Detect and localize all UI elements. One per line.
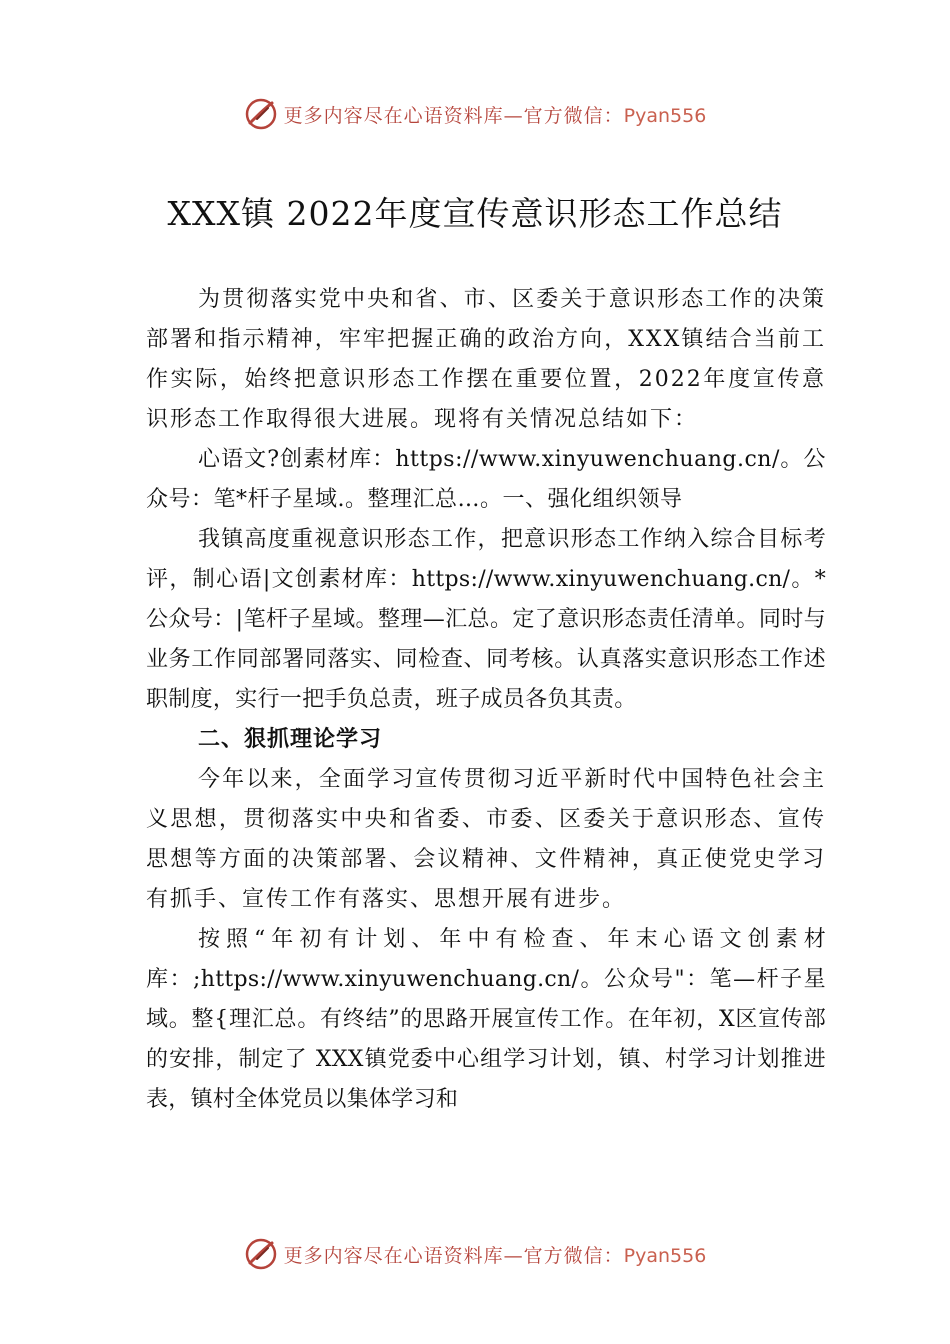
- banner-text: 更多内容尽在心语资料库—官方微信：Pyan556: [283, 104, 707, 127]
- pen-logo-icon: [244, 1237, 278, 1271]
- pen-logo-icon: [244, 97, 278, 131]
- watermark-banner-bottom: [0, 1232, 950, 1276]
- paragraph: 心语文?创素材库：https://www.xinyuwenchuang.cn/。公众号：笔*杆子星域.。整理汇总…。一、强化组织领导: [146, 447, 826, 512]
- paragraph: 我镇高度重视意识形态工作，把意识形态工作纳入综合目标考评，制心语|文创素材库：https://www.xinyuwenchuang.cn/。*公众号：|笔杆子星域。整理—汇总。定了意识形态责任清单。同时与业务工作同部署同落实、同检查、同考核。认真落实意识形态工作述职制度，实行一把手负总责，班子成员各负其责。: [146, 527, 826, 712]
- paragraph: 按照“年初有计划、年中有检查、年末心语文创素材库：;https://www.xinyuwenchuang.cn/。公众号"：笔—杆子星域。整{理汇总。有终结”的思路开展宣传工作。在年初，X区宣传部的安排，制定了 XXX镇党委中心组学习计划，镇、村学习计划推进表，镇村全体党员以集体学习和: [146, 927, 826, 1112]
- document-body: [146, 280, 826, 1120]
- banner-text: 更多内容尽在心语资料库—官方微信：Pyan556: [283, 1244, 707, 1267]
- section-heading: 二、狠抓理论学习: [198, 727, 383, 752]
- paragraph: 为贯彻落实党中央和省、市、区委关于意识形态工作的决策部署和指示精神，牢牢把握正确的政治方向，XXX镇结合当前工作实际，始终把意识形态工作摆在重要位置，2022年度宣传意识形态工作取得很大进展。现将有关情况总结如下：: [146, 287, 826, 432]
- paragraph: 今年以来，全面学习宣传贯彻习近平新时代中国特色社会主义思想，贯彻落实中央和省委、市委、区委关于意识形态、宣传思想等方面的决策部署、会议精神、文件精神，真正使党史学习有抓手、宣传工作有落实、思想开展有进步。: [146, 767, 826, 912]
- document-title: XXX镇 2022年度宣传意识形态工作总结: [167, 194, 783, 233]
- watermark-banner-top: [0, 92, 950, 136]
